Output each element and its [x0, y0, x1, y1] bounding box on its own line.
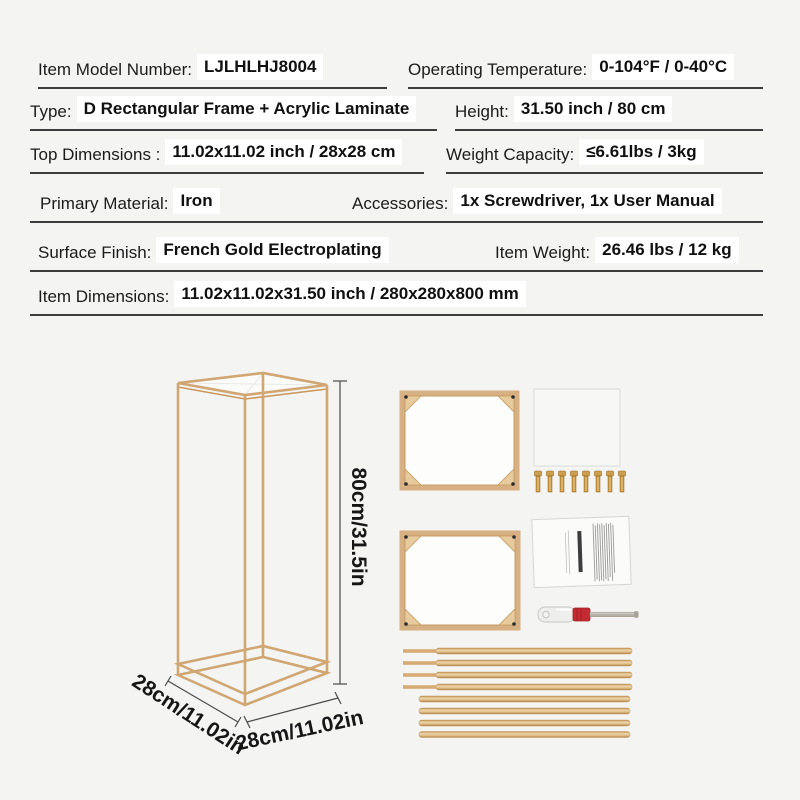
spec-value: ≤6.61lbs / 3kg [579, 139, 703, 165]
spec-cell-type [30, 89, 437, 131]
spec-cell-weight-capacity [446, 132, 763, 174]
spec-label: Primary Material: [40, 194, 169, 213]
base-dimension-front-label: 28cm/11.02in [233, 705, 366, 756]
screws-set [535, 471, 626, 492]
rod-icon [403, 648, 632, 654]
spec-value: 1x Screwdriver, 1x User Manual [453, 188, 721, 214]
spec-label: Weight Capacity: [446, 145, 575, 164]
rod-icon [403, 660, 632, 666]
product-illustration [0, 340, 800, 800]
spec-value: LJLHLHJ8004 [197, 54, 323, 80]
screw-icon [583, 471, 590, 492]
rod-icon [419, 696, 630, 702]
screw-icon [559, 471, 566, 492]
spec-row-material-accessories [30, 181, 763, 223]
screw-icon [607, 471, 614, 492]
spec-value: 31.50 inch / 80 cm [514, 96, 673, 122]
spec-value: D Rectangular Frame + Acrylic Laminate [77, 96, 417, 122]
spec-cell-height [455, 89, 763, 131]
spec-label: Height: [455, 102, 509, 121]
spec-label: Type: [30, 102, 72, 121]
frame-panel-2 [402, 533, 518, 628]
rod-icon [419, 708, 630, 714]
spec-value: 11.02x11.02x31.50 inch / 280x280x800 mm [174, 281, 525, 307]
rod-icon [403, 684, 632, 690]
height-dimension-label: 80cm/31.5in [347, 467, 370, 587]
spec-value: Iron [173, 188, 219, 214]
rod-icon [403, 672, 632, 678]
base-dimension-left-label: 28cm/11.02in [127, 669, 250, 760]
screw-icon [547, 471, 554, 492]
screw-icon [595, 471, 602, 492]
rod-icon [419, 720, 630, 726]
spec-cell-accessories [352, 188, 722, 214]
spec-value: French Gold Electroplating [156, 237, 388, 263]
spec-label: Item Weight: [495, 243, 591, 262]
spec-label: Item Dimensions: [38, 287, 170, 306]
frame-panel-1 [402, 393, 517, 488]
screw-icon [571, 471, 578, 492]
spec-row-finish-weight [30, 230, 763, 272]
user-manual [532, 516, 631, 587]
spec-label: Accessories: [352, 194, 449, 213]
rods-set [403, 648, 632, 738]
stand-wireframe [178, 373, 327, 705]
spec-value: 26.46 lbs / 12 kg [595, 237, 738, 263]
rod-icon [419, 732, 630, 738]
spec-cell-item-weight [495, 237, 739, 263]
acrylic-sheet [534, 389, 620, 466]
height-dimension [333, 381, 347, 684]
spec-cell-top-dimensions [30, 132, 424, 174]
spec-label: Item Model Number: [38, 60, 192, 79]
spec-label: Top Dimensions : [30, 145, 161, 164]
screw-icon [619, 471, 626, 492]
spec-cell-operating-temperature [408, 47, 763, 89]
spec-value: 11.02x11.02 inch / 28x28 cm [165, 139, 402, 165]
spec-label: Surface Finish: [38, 243, 152, 262]
screwdriver [538, 607, 639, 622]
spec-value: 0-104°F / 0-40°C [592, 54, 734, 80]
spec-label: Operating Temperature: [408, 60, 588, 79]
spec-row-item-dimensions [30, 274, 763, 316]
spec-cell-model-number [38, 47, 387, 89]
screw-icon [535, 471, 542, 492]
